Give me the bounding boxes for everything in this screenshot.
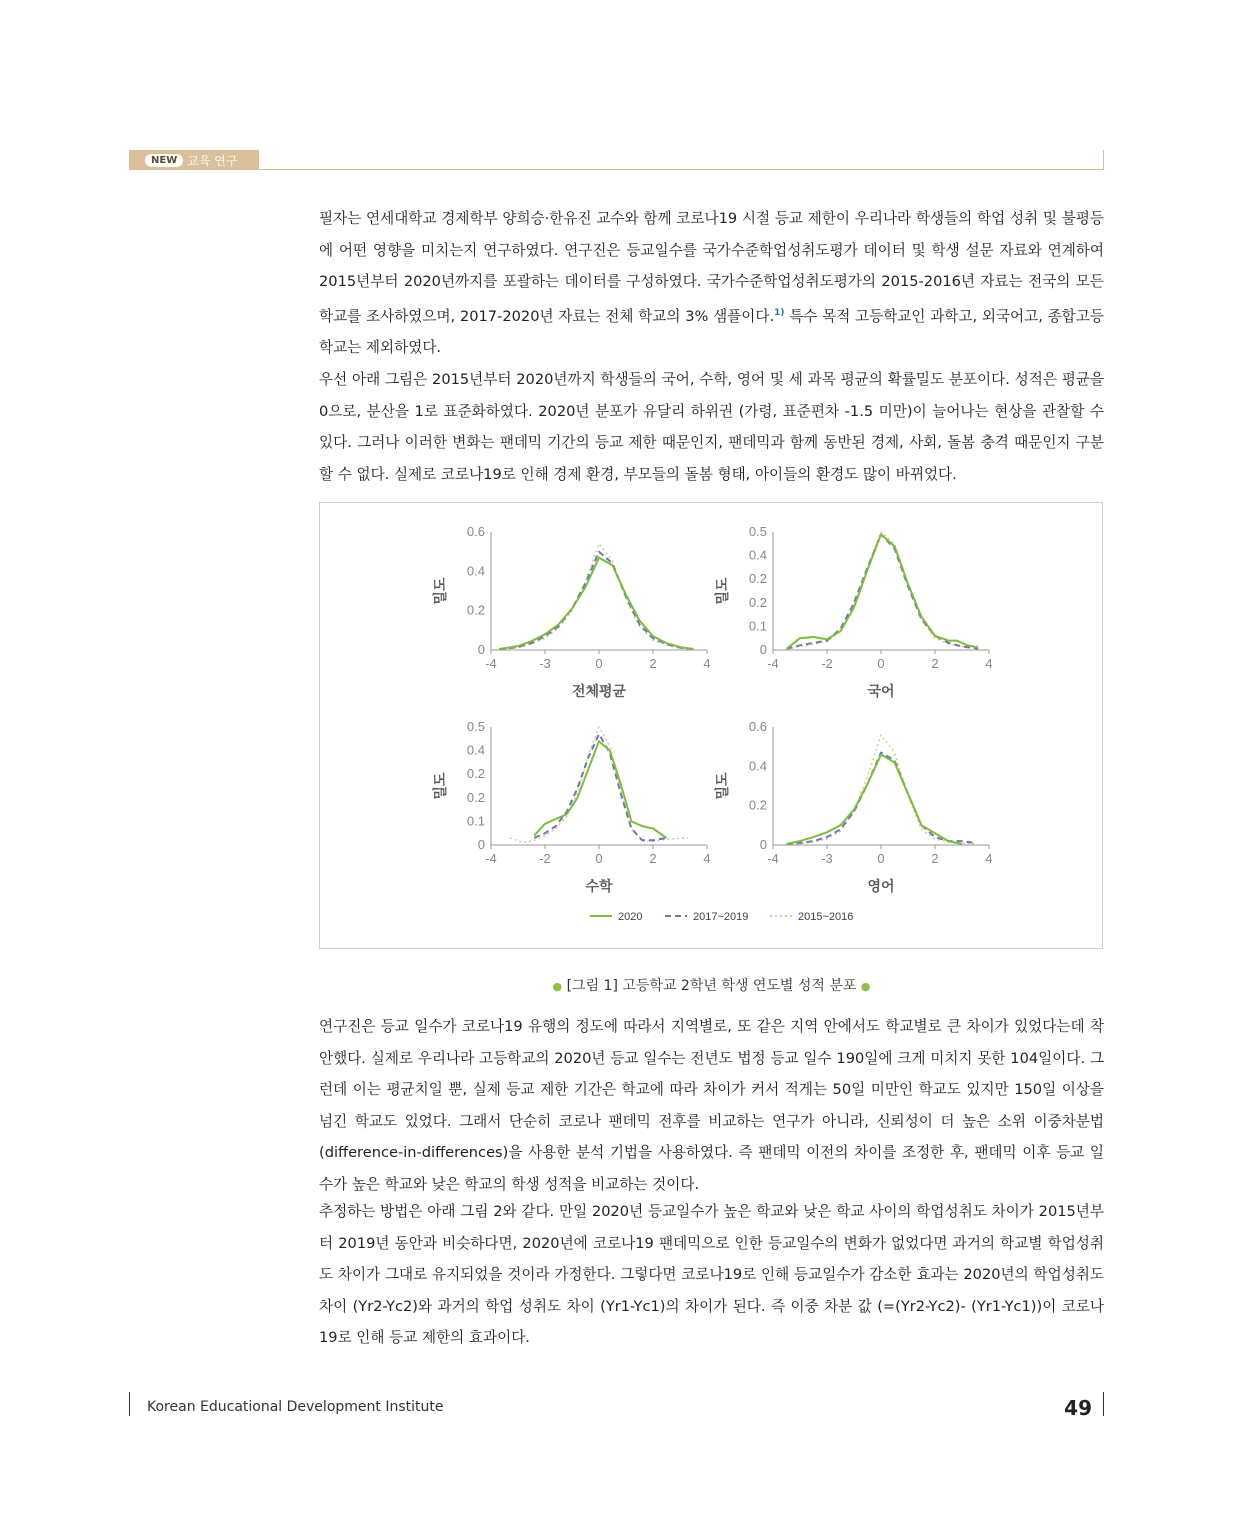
x-tick-label: -4 — [485, 656, 497, 671]
series-line-2017~2019 — [787, 534, 979, 648]
series-line-2015~2016 — [787, 735, 976, 845]
paragraph-1-text: 필자는 연세대학교 경제학부 양희승·한유진 교수와 함께 코로나19 시절 등교 제한이 우리나라 학생들의 학업 성취 및 불평등에 어떤 영향을 미치는지 연구하였다. 연구진은 등교일수를 국가수준학업성취도평가 데이터 및 학생 설문 자료와 연계하여 2015년부터 2020년까지를 포괄하는 데이터를 구성하였다. 국가수준학업성취도평가의 2015-2016년 자료는 전국의 모든 학교를 조사하였으며, 2017-2020년 자료는 전체 학교의 3% 샘플이다. — [319, 210, 1104, 325]
section-header-tab — [129, 150, 259, 170]
x-tick-label: -4 — [767, 851, 779, 866]
paragraph-3: 연구진은 등교 일수가 코로나19 유행의 정도에 따라서 지역별로, 또 같은 지역 안에서도 학교별로 큰 차이가 있었다는데 착안했다. 실제로 우리나라 고등학교의 2020년 등교 일수는 전년도 법정 등교 일수 190일에 크게 미치지 못한 104일이다. 그런데 이는 평균치일 뿐, 실제 등교 제한 기간은 학교에 따라 차이가 커서 적게는 50일 미만인 학교도 있지만 150일 이상을 넘긴 학교도 있었다. 그래서 단순히 코로나 팬데믹 전후를 비교하는 연구가 아니라, 신뢰성이 더 높은 소위 이중차분법 (difference-in-differences)을 사용한 분석 기법을 사용하였다. 즉 팬데믹 이전의 차이를 조정한 후, 팬데믹 이후 등교 일수가 높은 학교와 낮은 학교의 학생 성적을 비교하는 것이다. — [319, 1018, 1104, 1193]
series-line-2020 — [787, 755, 963, 845]
x-tick-label: 4 — [985, 656, 993, 671]
series-line-2020 — [534, 741, 666, 838]
x-tick-label: -2 — [539, 851, 551, 866]
panel-title: 전체평균 — [571, 684, 627, 700]
caption-bullet-icon: ● — [860, 980, 871, 993]
figure-caption-text: [그림 1] 고등학교 2학년 학생 연도별 성적 분포 — [566, 978, 857, 994]
series-line-2017~2019 — [534, 734, 666, 840]
y-tick-label: 0.4 — [466, 742, 485, 758]
y-tick-label: 0.2 — [466, 789, 485, 805]
y-tick-label: 0.2 — [466, 766, 485, 782]
footer-left-rule — [129, 1392, 130, 1416]
caption-bullet-icon: ● — [552, 980, 563, 993]
figure-caption — [319, 975, 1104, 995]
y-tick-label: 0 — [477, 642, 485, 657]
legend-label: 2015~2016 — [798, 911, 854, 923]
y-tick-label: 0.6 — [748, 719, 767, 734]
x-tick-label: 0 — [595, 851, 603, 866]
y-tick-label: 0 — [759, 837, 767, 852]
x-tick-label: -3 — [539, 656, 551, 671]
series-line-2015~2016 — [510, 727, 688, 843]
paragraph-1 — [319, 203, 1104, 364]
x-tick-label: -4 — [767, 656, 779, 671]
x-tick-label: -4 — [485, 851, 497, 866]
y-tick-label: 0.2 — [748, 594, 767, 610]
x-tick-label: 0 — [595, 656, 603, 671]
page-number: 49 — [1064, 1396, 1092, 1420]
y-tick-label: 0.2 — [748, 797, 767, 813]
figure-1 — [319, 502, 1103, 949]
footer-right-rule — [1103, 1392, 1104, 1416]
section-name: 교육 연구 — [187, 153, 238, 168]
y-tick-label: 0.4 — [748, 758, 767, 774]
paragraph-1-tail: 특수 목적 고등학교인 과학고, 외국어고, 종합고등학교는 제외하였다. — [319, 307, 1104, 357]
y-tick-label: 0.5 — [748, 524, 767, 539]
y-tick-label: 0 — [759, 642, 767, 657]
y-axis-label: 밀도 — [715, 772, 731, 800]
y-tick-label: 0.2 — [748, 571, 767, 587]
y-axis-label: 밀도 — [715, 577, 731, 605]
footnote-marker[interactable]: 1) — [774, 307, 785, 318]
header-rule — [259, 169, 1104, 170]
y-tick-label: 0.4 — [466, 563, 485, 579]
y-tick-label: 0.2 — [466, 602, 485, 618]
new-badge: NEW — [145, 154, 183, 167]
footer-institute: Korean Educational Development Institute — [147, 1399, 444, 1415]
x-tick-label: 4 — [703, 851, 711, 866]
panel-title: 수학 — [585, 879, 613, 895]
x-tick-label: 4 — [985, 851, 993, 866]
y-tick-label: 0.6 — [466, 524, 485, 539]
x-tick-label: 2 — [649, 656, 657, 671]
y-axis-label: 밀도 — [433, 772, 449, 800]
series-line-2017~2019 — [787, 753, 976, 844]
density-charts — [320, 503, 1104, 950]
x-tick-label: 0 — [877, 851, 885, 866]
x-tick-label: 0 — [877, 656, 885, 671]
y-tick-label: 0 — [477, 837, 485, 852]
y-tick-label: 0.1 — [466, 813, 485, 829]
series-line-2020 — [499, 558, 693, 649]
panel-title: 국어 — [867, 684, 895, 700]
x-tick-label: -3 — [821, 851, 833, 866]
legend-label: 2020 — [618, 911, 643, 923]
y-tick-label: 0.4 — [748, 547, 767, 563]
header-rule-tick — [1103, 150, 1104, 170]
x-tick-label: 2 — [931, 851, 939, 866]
x-tick-label: 4 — [703, 656, 711, 671]
y-tick-label: 0.1 — [748, 618, 767, 634]
panel-title: 영어 — [867, 879, 895, 895]
paragraph-2: 우선 아래 그림은 2015년부터 2020년까지 학생들의 국어, 수학, 영어 및 세 과목 평균의 확률밀도 분포이다. 성적은 평균을 0으로, 분산을 1로 표준화하였다. 2020년 분포가 유달리 하위권 (가령, 표준편차 -1.5 미만)이 늘어나는 현상을 관찰할 수 있다. 그러나 이러한 변화는 팬데믹 기간의 등교 제한 때문인지, 팬데믹과 함께 동반된 경제, 사회, 돌봄 충격 때문인지 구분할 수 없다. 실제로 코로나19로 인해 경제 환경, 부모들의 돌봄 형태, 아이들의 환경도 많이 바뀌었다. — [319, 371, 1104, 483]
series-line-2015~2016 — [787, 532, 979, 649]
y-tick-label: 0.5 — [466, 719, 485, 734]
x-tick-label: 2 — [931, 656, 939, 671]
legend-label: 2017~2019 — [693, 911, 749, 923]
series-line-2020 — [787, 534, 979, 648]
series-line-2017~2019 — [499, 552, 693, 650]
x-tick-label: 2 — [649, 851, 657, 866]
paragraph-4: 추정하는 방법은 아래 그림 2와 같다. 만일 2020년 등교일수가 높은 학교와 낮은 학교 사이의 학업성취도 차이가 2015년부터 2019년 동안과 비슷하다면, 2020년에 코로나19 팬데믹으로 인한 등교일수의 변화가 없었다면 과거의 학교별 학업성취도 차이가 그대로 유지되었을 것이라 가정한다. 그렇다면 코로나19로 인해 등교일수가 감소한 효과는 2020년의 학업성취도 차이 (Yr2-Yc2)와 과거의 학업 성취도 차이 (Yr1-Yc1)의 차이가 된다. 즉 이중 차분 값 (=(Yr2-Yc2)- (Yr1-Yc1))이 코로나19로 인해 등교 제한의 효과이다. — [319, 1203, 1104, 1347]
x-tick-label: -2 — [821, 656, 833, 671]
y-axis-label: 밀도 — [433, 577, 449, 605]
